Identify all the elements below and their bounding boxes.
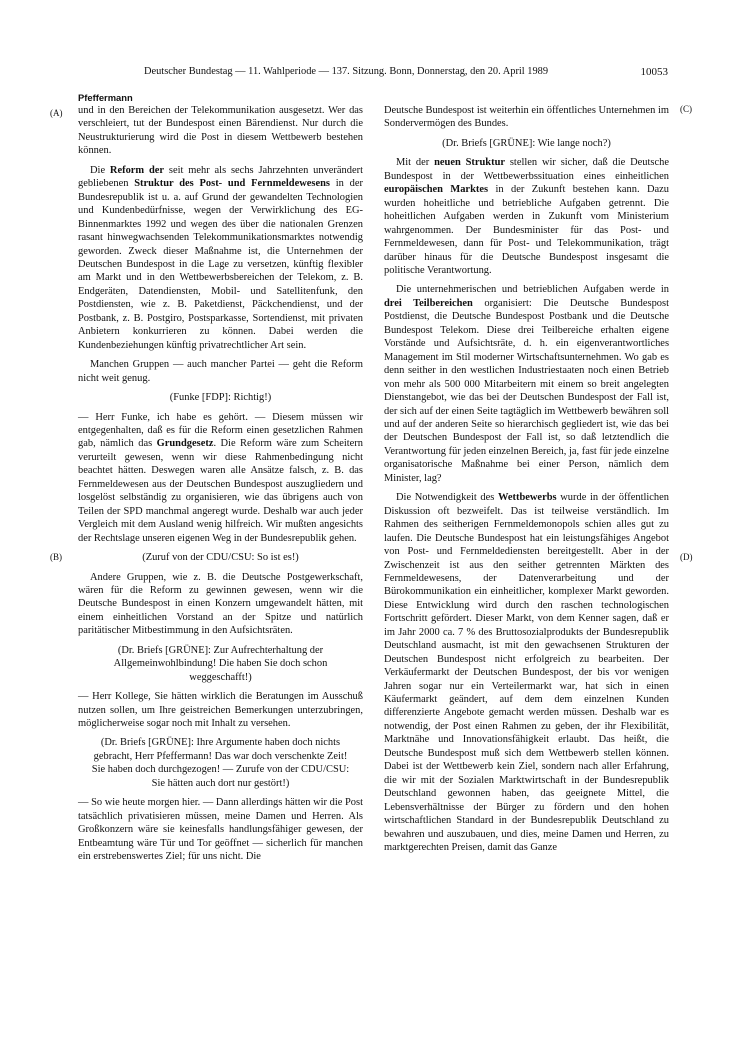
left-column (78, 104, 363, 864)
interjection: (Dr. Briefs [GRÜNE]: Zur Aufrechterhaltung der Allgemeinwohlbindung! Die haben Sie doch schon weggeschafft!) (113, 644, 328, 683)
interjection: (Zuruf von der CDU/CSU: So ist es!) (142, 552, 299, 564)
paragraph: — So wie heute morgen hier. — Dann allerdings hätten wir die Post tatsächlich privatisieren müssen, meine Damen und Herren. Als Großkonzern wäre sie keinesfalls handlungsfähiger gewesen, der Entbeamtung wäre Tür und Tor geöffnet — sicherlich für manchen ein erstrebenswertes Ziel; für uns nicht. Die (78, 797, 363, 863)
interjection: (Dr. Briefs [GRÜNE]: Wie lange noch?) (442, 137, 611, 149)
paragraph: — Herr Kollege, Sie hätten wirklich die Beratungen im Ausschuß nutzen sollen, um Ihre geistreichen Bemerkungen unterzubringen, möglicherweise sogar noch mit Inhalt zu versehen. (78, 691, 363, 730)
page-header (78, 64, 668, 80)
running-header: Deutscher Bundestag — 11. Wahlperiode — 137. Sitzung. Bonn, Donnerstag, den 20. April 1989 (144, 66, 549, 77)
paragraph: Deutsche Bundespost ist weiterhin ein öffentliches Unternehmen im Sondervermögen des Bundes. (384, 105, 669, 130)
margin-marker-b: (B) (50, 552, 62, 562)
paragraph: Die unternehmerischen und betrieblichen Aufgaben werde in drei Teilbereichen organisiert: Die Deutsche Bundespost Postdienst, die Deutsche Bundespost Postbank und die Deutsche Bundespost Telekom. Diese drei Teilbereiche erhalten eigene Vorstände und Aufsichtsräte, d. h. ein eigenverantwortliches Management im Stil moderner Wirtschaftsunternehmen. Wo gab es denn seither in den westlichen Industriestaaten noch einen Betrieb von mehr als 500 000 Mitarbeitern mit einem so breit angelegten Dienstangebot, wie das bei der Deutschen Bundespost der Fall ist, der sich auf der einen Seite tagtäglich im Wettbewerb bewähren soll und auf der anderen Seite so hierarchisch gegliedert ist, wie das bei der Deutschen Bundespost der Fall ist, so daß letztendlich die Verantwortung für jeden einzelnen Bereich, ja, fast für jede einzelne organisatorische Maßnahme bei einer Person, nämlich dem Minister, lag? (384, 284, 669, 484)
paragraph: Die Reform der seit mehr als sechs Jahrzehnten unverändert gebliebenen Struktur des Post- und Fernmeldewesens in der Bundesrepublik ist u. a. auf Grund der gewandelten Technologien und Kundenbedürfnisse, wegen der Verwirklichung des EG-Binnenmarktes 1992 und wegen des über die nationalen Grenzen rasant hinwegwachsenden Telekommunikationsmarktes notwendig geworden. Zweck dieser Maßnahme ist, die Unternehmen der Deutschen Bundespost in die Lage zu versetzen, künftig flexibler am Markt und in den Wettbewerbsbereichen der Telekom, z. B. Endgeräten, Datendiensten, Mobil- und Satellitenfunk, den Postdiensten, wie z. B. Paketdienst, Päckchendienst, und der Postbank, z. B. Postgiro, Postsparkasse, Sortendienst, mit privaten Anbietern konkurrieren zu können. Dabei werden die Kundenbeziehungen künftig privatrechtlicher Art sein. (78, 164, 363, 351)
paragraph: Mit der neuen Struktur stellen wir sicher, daß die Deutsche Bundespost in der Wettbewerbssituation eines einheitlichen europäischen Marktes in der Zukunft bestehen kann. Dazu wurden hoheitliche und betriebliche Aufgaben getrennt. Die hoheitlichen Aufgaben werden in Zukunft vom Ministerium wahrgenommen. Der Bundesminister für das Post- und Fernmeldewesen, dann für Post- und Telekommunikation, trägt darüber hinaus für die Deutsche Bundespost insgesamt die politische Verantwortung. (384, 157, 669, 276)
speaker-name: Pfeffermann (78, 92, 133, 103)
interjection: (Dr. Briefs [GRÜNE]: Ihre Argumente haben doch nichts gebracht, Herr Pfeffermann! Das war doch verschenkte Zeit! Sie haben doch durchgezogen! — Zurufe von der CDU/CSU: Sie hätten auch dort nur gestört!) (91, 737, 350, 789)
paragraph: — Herr Funke, ich habe es gehört. — Diesem müssen wir entgegenhalten, daß es für die Reform einen gesetzlichen Rahmen gab, nämlich das Grundgesetz. Die Reform wäre zum Scheitern verurteilt gewesen, wenn wir diese Rahmenbedingung nicht beachtet hätten. Deswegen waren alle Ansätze falsch, z. B. das Fernmeldewesen aus der Deutschen Bundespost auszugliedern und losgelöst selbständig zu organisieren, wie das übrigens auch von Teilen der SPD manchmal angeregt wurde. Deshalb war auch jeder Vergleich mit dem Ausland wenig hilfreich. Wir mußten angesichts der Rechtslage unseren eigenen Weg in der Bundesrepublik gehen. (78, 411, 363, 544)
paragraph: und in den Bereichen der Telekommunikation ausgesetzt. Wer das verschleiert, tut der Bundespost einen Bärendienst. Nur durch die Neustrukturierung wird die Post in diesem Wettbewerb bestehen können. (78, 105, 363, 157)
margin-marker-c: (C) (680, 104, 692, 114)
paragraph: Die Notwendigkeit des Wettbewerbs wurde in der öffentlichen Diskussion oft bezweifelt. Das ist teilweise verständlich. Im Rahmen des seitherigen Fernmeldemonopols schien alles gut zu laufen. Die Deutsche Bundespost hat ein leistungsfähiges Angebot von Post- und Fernmeldediensten bereitgestellt. Aber in der Zwischenzeit ist aus den seither getrennten Märkten des Fernmeldewesens, der Datenverarbeitung und der Bürokommunikation ein einheitlicher, komplexer Markt geworden. Diese Entwicklung wird durch den raschen technologischen Fortschritt gefördert. Dieser Markt, von dem Kenner sagen, daß er im Jahr 2000 ca. 7 % des Bruttosozialprodukts der Bundesrepublik Deutschland ausmacht, ist mit den gewachsenen Strukturen der Deutschen Bundespost nicht erfolgreich zu bearbeiten. Der Verkäufermarkt der Deutschen Bundespost, der bis vor wenigen Jahren sogar nur ein Verteilermarkt war, hat sich in einen Käufermarkt geändert, auf dem dem einzelnen Kunden differenzierte Angebote gemacht werden müssen. Deshalb war es notwendig, der Post einen Rahmen zu geben, der ihr Flexibilität, Marktnähe und Innovationsfähigkeit erlaubt. Das heißt, die Deutsche Bundespost muß sich dem Wettbewerb stellen können. Dabei ist der Wettbewerb kein Ziel, sondern nach aller Erfahrung, die wir mit der Sozialen Marktwirtschaft in der Bundesrepublik Deutschland gewonnen haben, das geeignete Mittel, die Lebensverhältnisse der Bürger zu fördern und den hohen wirtschaftlichen Standard in der Bundesrepublik Deutschland zu bewahren und auszubauen, und dies, meine Damen und Herren, zu marktgerechten Preisen, damit das Ganze (384, 492, 669, 854)
margin-marker-d: (D) (680, 552, 693, 562)
right-column (384, 104, 669, 854)
paragraph: Manchen Gruppen — auch mancher Partei — geht die Reform nicht weit genug. (78, 359, 363, 384)
paragraph: Andere Gruppen, wie z. B. die Deutsche Postgewerkschaft, wären für die Reform zu gewinnen gewesen, wenn wir die Deutsche Bundespost in einen Konzern umgewandelt hätten, mit einem einheitlichen Vorstand an der Spitze und natürlich paritätischer Mitbestimmung in den Aufsichtsräten. (78, 571, 363, 637)
margin-marker-a: (A) (50, 108, 63, 118)
page-number: 10053 (640, 66, 668, 78)
interjection: (Funke [FDP]: Richtig!) (169, 392, 272, 404)
